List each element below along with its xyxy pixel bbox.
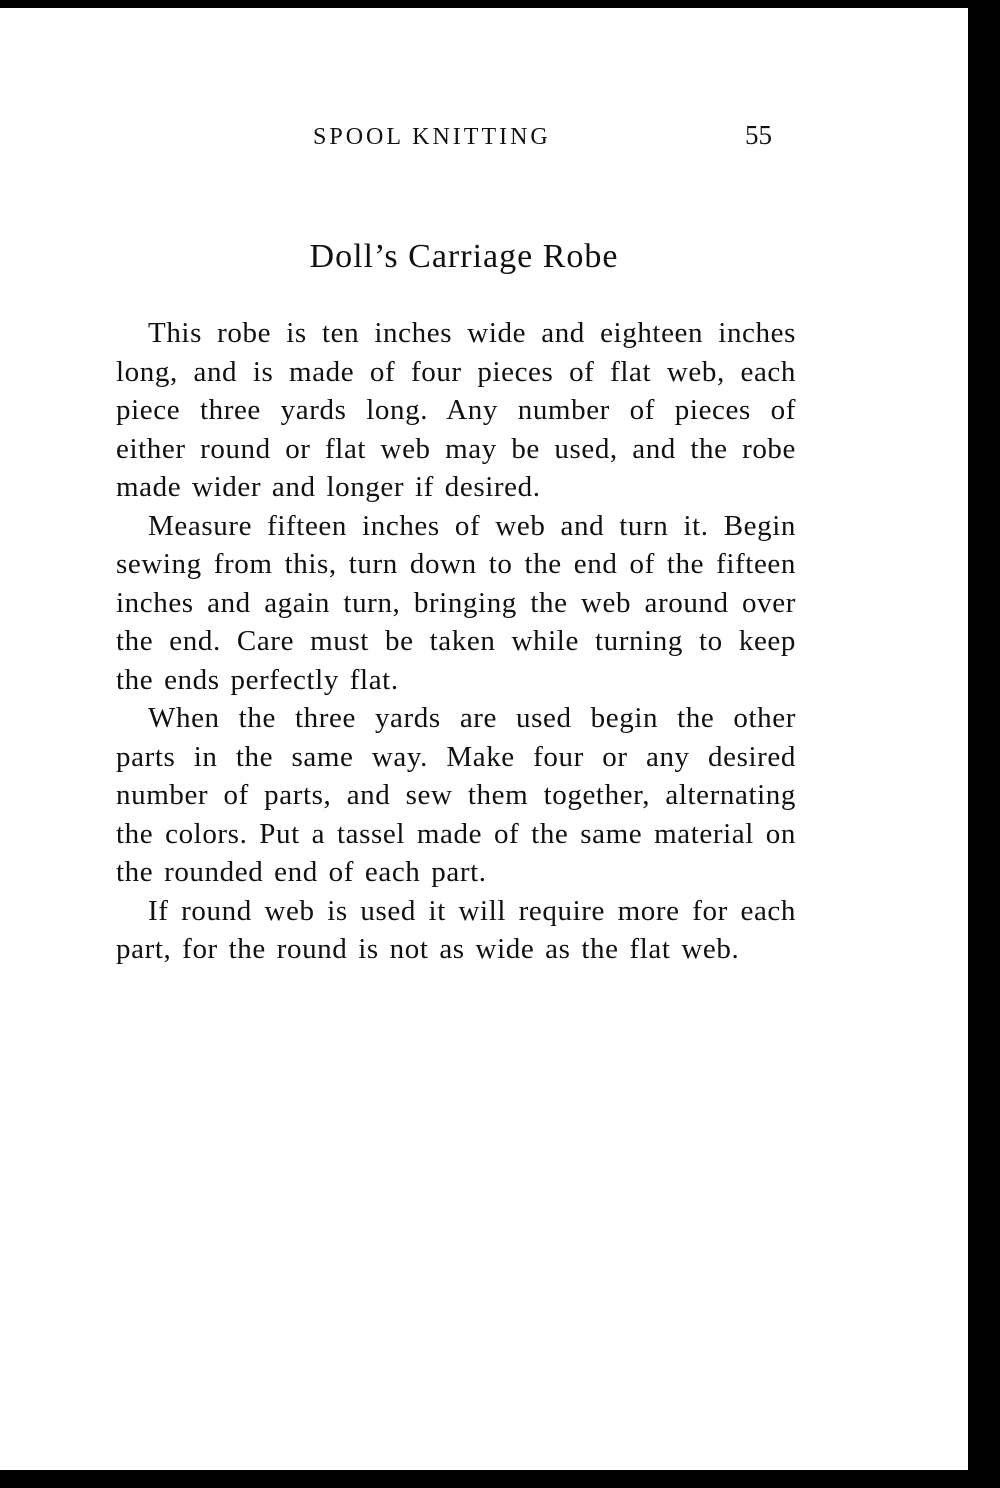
running-title: SPOOL KNITTING	[313, 124, 551, 150]
body-text	[116, 314, 796, 969]
paragraph: Measure fifteen inches of web and turn it. Begin sewing from this, turn down to the end of the fifteen inches and again turn, bringing the web around over the end. Care must be taken while turning to keep the ends perfectly flat.	[116, 509, 796, 696]
paragraph: This robe is ten inches wide and eighteen inches long, and is made of four pieces of flat web, each piece three yards long. Any number of pieces of either round or flat web may be used, and the robe made wider and longer if desired.	[116, 317, 796, 503]
chapter-title-text: Doll’s Carriage Robe	[309, 238, 619, 275]
paragraph: When the three yards are used begin the other parts in the same way. Make four or any desired number of parts, and sew them together, alternating the colors. Put a tassel made of the same material on the rounded end of each part.	[116, 702, 796, 888]
page-number: 55	[745, 120, 772, 150]
running-head	[0, 118, 968, 158]
chapter-title	[0, 238, 968, 276]
book-page	[0, 8, 968, 1470]
paragraph: If round web is used it will require more for each part, for the round is not as wide as the flat web.	[116, 894, 796, 965]
